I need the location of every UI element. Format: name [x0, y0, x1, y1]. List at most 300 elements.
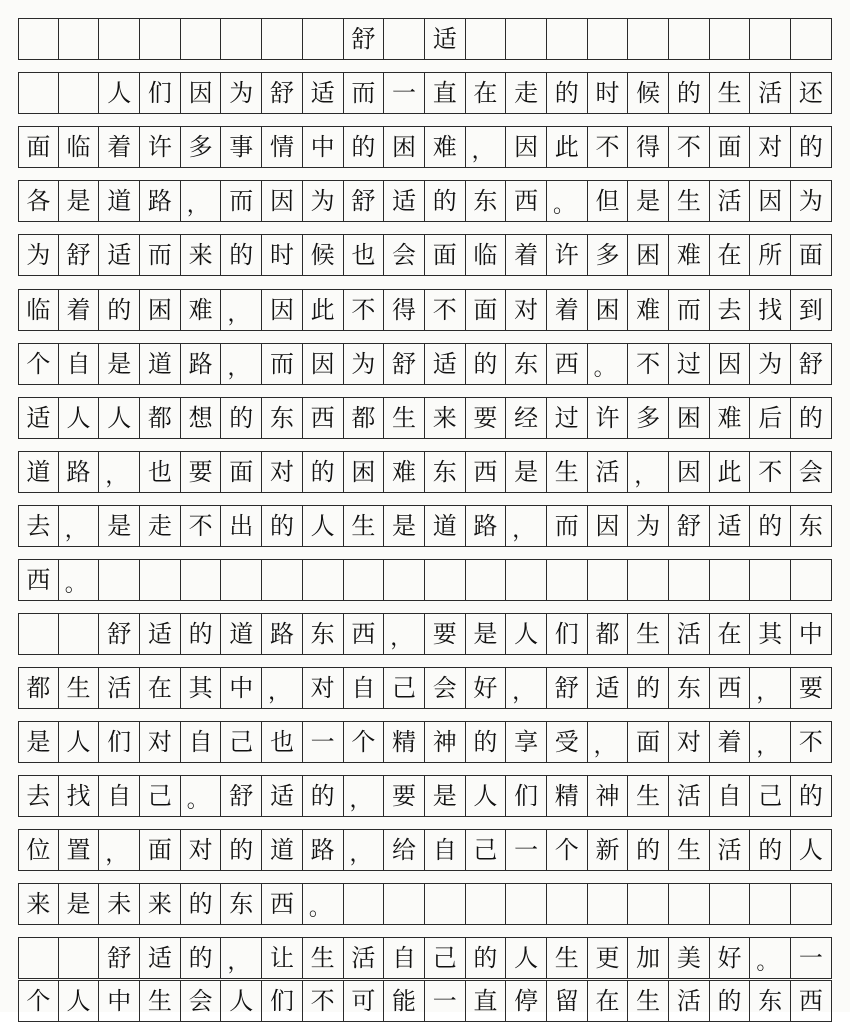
grid-cell: 去 — [710, 290, 751, 330]
grid-cell: 西 — [710, 668, 751, 708]
grid-cell: 时 — [262, 235, 303, 275]
grid-cell: 活 — [669, 981, 710, 1021]
grid-cell: 人 — [466, 776, 507, 816]
grid-cell: 适 — [425, 344, 466, 384]
grid-cell: 舒 — [344, 181, 385, 221]
grid-cell: 情 — [262, 127, 303, 167]
grid-cell: 生 — [303, 938, 344, 978]
grid-cell: 过 — [669, 344, 710, 384]
grid-cell: 困 — [384, 127, 425, 167]
grid-cell: 面 — [18, 127, 59, 167]
grid-row — [18, 721, 832, 763]
grid-cell: 更 — [588, 938, 629, 978]
grid-cell: 因 — [506, 127, 547, 167]
grid-cell: 活 — [99, 668, 140, 708]
grid-cell: 不 — [750, 452, 791, 492]
grid-cell: 舒 — [547, 668, 588, 708]
grid-cell: 不 — [628, 344, 669, 384]
grid-cell: ， — [384, 614, 425, 654]
grid-cell: 的 — [466, 344, 507, 384]
grid-cell: 己 — [425, 938, 466, 978]
grid-cell — [791, 560, 832, 600]
grid-row — [18, 775, 832, 817]
grid-cell: 面 — [425, 235, 466, 275]
grid-cell: 们 — [506, 776, 547, 816]
grid-cell: 。 — [750, 938, 791, 978]
grid-cell — [181, 560, 222, 600]
grid-cell: 自 — [181, 722, 222, 762]
grid-cell: 要 — [384, 776, 425, 816]
grid-cell: 面 — [221, 452, 262, 492]
grid-cell: 要 — [791, 668, 832, 708]
grid-cell: 为 — [791, 181, 832, 221]
grid-cell: 走 — [506, 73, 547, 113]
grid-row — [18, 559, 832, 601]
grid-cell: 的 — [181, 614, 222, 654]
grid-cell: 的 — [303, 452, 344, 492]
grid-cell — [221, 560, 262, 600]
grid-cell: 好 — [710, 938, 751, 978]
grid-cell: 在 — [710, 235, 751, 275]
grid-cell: 是 — [506, 452, 547, 492]
grid-cell: 适 — [262, 776, 303, 816]
grid-cell: 得 — [628, 127, 669, 167]
grid-cell: 许 — [588, 398, 629, 438]
grid-cell: 道 — [18, 452, 59, 492]
grid-cell — [384, 19, 425, 59]
grid-cell: 留 — [547, 981, 588, 1021]
grid-cell: 对 — [506, 290, 547, 330]
grid-cell: 而 — [262, 344, 303, 384]
grid-cell: 的 — [262, 506, 303, 546]
grid-cell: 们 — [99, 722, 140, 762]
grid-cell — [262, 560, 303, 600]
grid-cell: 精 — [547, 776, 588, 816]
grid-cell: 活 — [588, 452, 629, 492]
grid-cell: 多 — [181, 127, 222, 167]
grid-cell: 因 — [750, 181, 791, 221]
grid-cell: 停 — [506, 981, 547, 1021]
grid-cell: 道 — [425, 506, 466, 546]
grid-cell: 临 — [18, 290, 59, 330]
grid-cell: 此 — [547, 127, 588, 167]
grid-cell: 在 — [588, 981, 629, 1021]
grid-cell — [628, 560, 669, 600]
grid-cell — [262, 19, 303, 59]
grid-cell: ， — [750, 722, 791, 762]
grid-cell: 此 — [710, 452, 751, 492]
grid-cell: 着 — [506, 235, 547, 275]
grid-cell: 的 — [466, 722, 507, 762]
grid-cell: 后 — [750, 398, 791, 438]
grid-cell: 着 — [547, 290, 588, 330]
grid-cell: ， — [221, 344, 262, 384]
grid-cell: 适 — [140, 938, 181, 978]
grid-cell: 路 — [262, 614, 303, 654]
grid-cell: 的 — [99, 290, 140, 330]
grid-cell: 道 — [221, 614, 262, 654]
grid-cell: 东 — [791, 506, 832, 546]
grid-cell: 适 — [18, 398, 59, 438]
grid-cell: 对 — [262, 452, 303, 492]
grid-cell: 到 — [791, 290, 832, 330]
grid-cell — [506, 560, 547, 600]
grid-cell: 困 — [344, 452, 385, 492]
grid-cell: 的 — [710, 981, 751, 1021]
grid-cell: 美 — [669, 938, 710, 978]
grid-cell: 着 — [99, 127, 140, 167]
grid-cell: 是 — [466, 614, 507, 654]
grid-cell — [99, 19, 140, 59]
grid-cell: 的 — [628, 668, 669, 708]
grid-cell: 自 — [99, 776, 140, 816]
grid-cell — [750, 884, 791, 924]
grid-cell — [791, 884, 832, 924]
grid-cell: 人 — [59, 981, 100, 1021]
grid-cell: 。 — [303, 884, 344, 924]
grid-cell: 面 — [791, 235, 832, 275]
grid-cell: 西 — [547, 344, 588, 384]
grid-cell: ， — [506, 668, 547, 708]
grid-cell: 要 — [181, 452, 222, 492]
grid-cell: 活 — [710, 181, 751, 221]
grid-cell: 出 — [221, 506, 262, 546]
grid-cell: 的 — [344, 127, 385, 167]
grid-cell: 人 — [99, 398, 140, 438]
grid-cell: 许 — [547, 235, 588, 275]
grid-row — [18, 829, 832, 871]
grid-cell: 的 — [628, 830, 669, 870]
grid-cell: 但 — [588, 181, 629, 221]
grid-cell: 的 — [750, 830, 791, 870]
grid-cell: 的 — [547, 73, 588, 113]
grid-cell: 。 — [181, 776, 222, 816]
grid-cell: 舒 — [791, 344, 832, 384]
grid-cell — [669, 19, 710, 59]
grid-cell — [547, 560, 588, 600]
grid-row — [18, 397, 832, 439]
grid-cell — [344, 560, 385, 600]
grid-cell: 是 — [99, 506, 140, 546]
grid-cell: 其 — [181, 668, 222, 708]
grid-cell: 神 — [425, 722, 466, 762]
grid-row — [18, 126, 832, 168]
grid-cell: 东 — [506, 344, 547, 384]
grid-cell: 来 — [425, 398, 466, 438]
grid-cell: 生 — [669, 830, 710, 870]
grid-cell: 可 — [344, 981, 385, 1021]
grid-cell — [99, 560, 140, 600]
grid-cell — [466, 560, 507, 600]
grid-cell: ， — [506, 506, 547, 546]
grid-cell: 活 — [669, 776, 710, 816]
grid-cell: 得 — [384, 290, 425, 330]
grid-cell — [588, 884, 629, 924]
grid-cell — [710, 19, 751, 59]
grid-cell — [221, 19, 262, 59]
grid-cell: 己 — [140, 776, 181, 816]
grid-cell: 的 — [425, 181, 466, 221]
grid-cell: 的 — [303, 776, 344, 816]
grid-cell: 来 — [18, 884, 59, 924]
grid-row — [18, 72, 832, 114]
grid-cell: 会 — [181, 981, 222, 1021]
grid-cell: 人 — [506, 938, 547, 978]
grid-cell: 着 — [710, 722, 751, 762]
grid-cell: 生 — [384, 398, 425, 438]
grid-cell: 的 — [221, 830, 262, 870]
grid-cell: 去 — [18, 506, 59, 546]
grid-cell: 己 — [221, 722, 262, 762]
grid-cell: 西 — [344, 614, 385, 654]
grid-cell: 不 — [588, 127, 629, 167]
grid-cell: 享 — [506, 722, 547, 762]
grid-cell: 的 — [221, 235, 262, 275]
grid-cell: 想 — [181, 398, 222, 438]
grid-cell: 因 — [262, 181, 303, 221]
grid-cell: 为 — [221, 73, 262, 113]
grid-cell: 西 — [262, 884, 303, 924]
grid-row — [18, 505, 832, 547]
grid-cell — [466, 884, 507, 924]
grid-cell: 位 — [18, 830, 59, 870]
grid-cell: 个 — [18, 981, 59, 1021]
grid-cell: ， — [99, 830, 140, 870]
grid-cell: 适 — [140, 614, 181, 654]
grid-cell — [181, 19, 222, 59]
grid-cell: 其 — [750, 614, 791, 654]
grid-cell: 适 — [99, 235, 140, 275]
grid-cell — [506, 19, 547, 59]
grid-cell: 面 — [140, 830, 181, 870]
grid-row — [18, 883, 832, 925]
grid-cell: 会 — [384, 235, 425, 275]
grid-cell: 事 — [221, 127, 262, 167]
grid-cell: 自 — [344, 668, 385, 708]
grid-cell: 自 — [425, 830, 466, 870]
grid-cell — [384, 560, 425, 600]
grid-cell: 也 — [262, 722, 303, 762]
grid-cell: 们 — [547, 614, 588, 654]
grid-cell: 适 — [588, 668, 629, 708]
grid-cell: 而 — [221, 181, 262, 221]
grid-cell: 要 — [425, 614, 466, 654]
grid-cell: 在 — [140, 668, 181, 708]
grid-cell: 而 — [547, 506, 588, 546]
grid-cell — [140, 19, 181, 59]
grid-cell — [18, 614, 59, 654]
grid-cell: 不 — [425, 290, 466, 330]
grid-cell: 一 — [384, 73, 425, 113]
grid-cell: 己 — [750, 776, 791, 816]
grid-cell: 西 — [466, 452, 507, 492]
grid-cell: 面 — [710, 127, 751, 167]
grid-cell: 舒 — [99, 938, 140, 978]
grid-cell — [547, 884, 588, 924]
grid-row — [18, 937, 832, 979]
grid-cell — [425, 884, 466, 924]
grid-cell: 舒 — [99, 614, 140, 654]
grid-cell: 的 — [669, 73, 710, 113]
grid-cell: 也 — [344, 235, 385, 275]
grid-cell: 未 — [99, 884, 140, 924]
grid-cell: 是 — [628, 181, 669, 221]
grid-cell: 直 — [425, 73, 466, 113]
grid-cell: 是 — [425, 776, 466, 816]
grid-cell: 精 — [384, 722, 425, 762]
grid-cell: 困 — [140, 290, 181, 330]
grid-cell: 多 — [588, 235, 629, 275]
grid-cell: 因 — [669, 452, 710, 492]
grid-cell: ， — [221, 938, 262, 978]
grid-cell: 临 — [59, 127, 100, 167]
grid-cell: ， — [628, 452, 669, 492]
grid-row — [18, 234, 832, 276]
grid-cell — [59, 938, 100, 978]
grid-cell: 受 — [547, 722, 588, 762]
grid-cell — [628, 19, 669, 59]
grid-cell — [588, 560, 629, 600]
grid-cell: 而 — [140, 235, 181, 275]
grid-cell: 活 — [344, 938, 385, 978]
grid-cell: 舒 — [59, 235, 100, 275]
grid-cell: 生 — [547, 452, 588, 492]
grid-cell: 来 — [140, 884, 181, 924]
grid-cell: 中 — [791, 614, 832, 654]
grid-cell: 适 — [303, 73, 344, 113]
grid-cell: 难 — [710, 398, 751, 438]
grid-cell: 找 — [59, 776, 100, 816]
grid-cell: ， — [262, 668, 303, 708]
grid-cell: ， — [344, 830, 385, 870]
grid-cell: 候 — [303, 235, 344, 275]
grid-row — [18, 289, 832, 331]
grid-cell: 人 — [221, 981, 262, 1021]
grid-cell — [710, 884, 751, 924]
grid-cell: 一 — [791, 938, 832, 978]
grid-cell: 是 — [18, 722, 59, 762]
grid-cell: 多 — [628, 398, 669, 438]
grid-cell: 一 — [425, 981, 466, 1021]
grid-cell: 因 — [710, 344, 751, 384]
grid-cell: 都 — [588, 614, 629, 654]
grid-cell: 为 — [750, 344, 791, 384]
grid-cell: 而 — [344, 73, 385, 113]
grid-cell: 舒 — [344, 19, 385, 59]
grid-cell: 经 — [506, 398, 547, 438]
grid-cell — [384, 884, 425, 924]
grid-cell — [425, 560, 466, 600]
grid-cell: 舒 — [669, 506, 710, 546]
grid-cell: 神 — [588, 776, 629, 816]
grid-cell: 的 — [181, 938, 222, 978]
grid-cell — [18, 73, 59, 113]
grid-cell: 路 — [59, 452, 100, 492]
grid-row — [18, 343, 832, 385]
grid-cell: 舒 — [221, 776, 262, 816]
grid-cell: 适 — [425, 19, 466, 59]
grid-cell: 西 — [506, 181, 547, 221]
grid-cell: 一 — [303, 722, 344, 762]
grid-cell: 己 — [466, 830, 507, 870]
grid-cell: 困 — [628, 235, 669, 275]
grid-row — [18, 180, 832, 222]
grid-cell: 在 — [710, 614, 751, 654]
grid-cell: 难 — [181, 290, 222, 330]
grid-cell — [547, 19, 588, 59]
grid-cell: 在 — [466, 73, 507, 113]
grid-cell: 来 — [181, 235, 222, 275]
grid-cell: 东 — [466, 181, 507, 221]
grid-cell: 东 — [221, 884, 262, 924]
grid-cell: 加 — [628, 938, 669, 978]
grid-cell: 让 — [262, 938, 303, 978]
grid-cell: 对 — [303, 668, 344, 708]
grid-cell: 好 — [466, 668, 507, 708]
grid-cell: 道 — [262, 830, 303, 870]
grid-cell — [18, 19, 59, 59]
grid-cell: 也 — [140, 452, 181, 492]
grid-cell — [466, 19, 507, 59]
grid-cell: 。 — [59, 560, 100, 600]
grid-cell: 个 — [18, 344, 59, 384]
grid-cell: 候 — [628, 73, 669, 113]
grid-cell — [750, 560, 791, 600]
grid-cell: 自 — [384, 938, 425, 978]
grid-cell: 不 — [303, 981, 344, 1021]
grid-cell: 中 — [221, 668, 262, 708]
grid-cell: 能 — [384, 981, 425, 1021]
grid-cell: 人 — [791, 830, 832, 870]
grid-cell: 因 — [181, 73, 222, 113]
grid-cell — [59, 19, 100, 59]
grid-cell: 而 — [669, 290, 710, 330]
grid-row — [18, 451, 832, 493]
grid-cell: 。 — [588, 344, 629, 384]
grid-cell: 生 — [59, 668, 100, 708]
grid-cell: 置 — [59, 830, 100, 870]
grid-cell: 的 — [750, 506, 791, 546]
grid-cell: 人 — [59, 398, 100, 438]
grid-cell — [628, 884, 669, 924]
grid-cell: 的 — [221, 398, 262, 438]
grid-cell: 为 — [344, 344, 385, 384]
grid-cell: 所 — [750, 235, 791, 275]
grid-cell: 活 — [669, 614, 710, 654]
grid-cell: 人 — [506, 614, 547, 654]
grid-cell: 为 — [628, 506, 669, 546]
grid-cell: 是 — [99, 344, 140, 384]
grid-cell: ， — [344, 776, 385, 816]
grid-cell: 适 — [384, 181, 425, 221]
grid-cell: 活 — [710, 830, 751, 870]
grid-cell: 对 — [140, 722, 181, 762]
grid-cell: 不 — [791, 722, 832, 762]
grid-cell: 是 — [59, 884, 100, 924]
grid-cell — [59, 73, 100, 113]
grid-cell: 东 — [750, 981, 791, 1021]
grid-cell: 各 — [18, 181, 59, 221]
grid-cell: 的 — [791, 127, 832, 167]
grid-cell — [140, 560, 181, 600]
grid-row — [18, 667, 832, 709]
grid-cell: 不 — [181, 506, 222, 546]
grid-cell: 西 — [791, 981, 832, 1021]
grid-cell: 因 — [303, 344, 344, 384]
grid-cell: 生 — [628, 776, 669, 816]
grid-cell: 适 — [710, 506, 751, 546]
grid-cell: 会 — [791, 452, 832, 492]
